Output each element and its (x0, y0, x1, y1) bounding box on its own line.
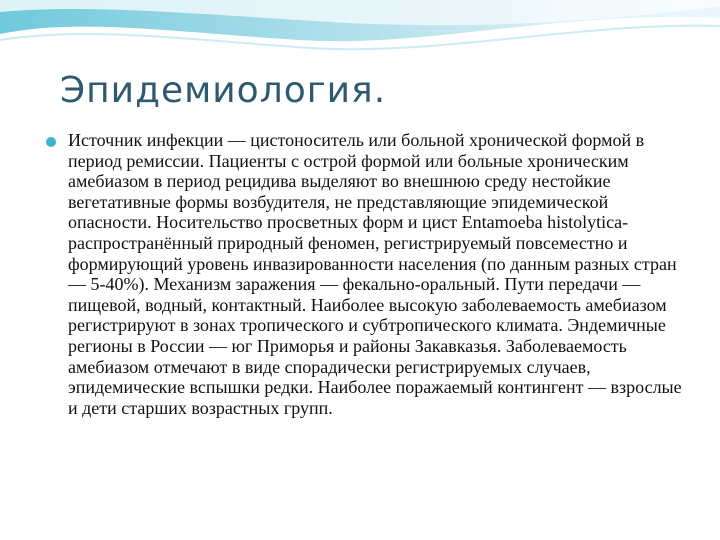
bullet-text: Источник инфекции — цистоноситель или больной хронической формой в период ремиссии. Пациенты с острой формой или больные хроническим амебиазом в период рецидива выделяют во внешнюю среду нестойкие вегетативные формы возбудителя, не представляющие эпидемической опасности. Носительство просветных форм и цист Entamoeba histolytica- распространённый природный феномен, регистрируемый повсеместно и формирующий уровень инвазированности населения (по данным разных стран — 5-40%). Механизм заражения — фекально-оральный. Пути передачи — пищевой, водный, контактный. Наиболее высокую заболеваемость амебиазом регистрируют в зонах тропического и субтропического климата. Эндемичные регионы в России — юг Приморья и районы Закавказья. Заболеваемость амебиазом отмечают в виде спорадически регистрируемых случаев, эпидемические вспышки редки. Наиболее поражаемый контингент — взрослые и дети старших возрастных групп. (68, 130, 682, 418)
bullet-item (44, 130, 684, 418)
slide-content (44, 130, 684, 418)
header-wave-decoration (0, 0, 720, 80)
bullet-icon (46, 137, 56, 147)
slide-title: Эпидемиология. (60, 70, 387, 111)
